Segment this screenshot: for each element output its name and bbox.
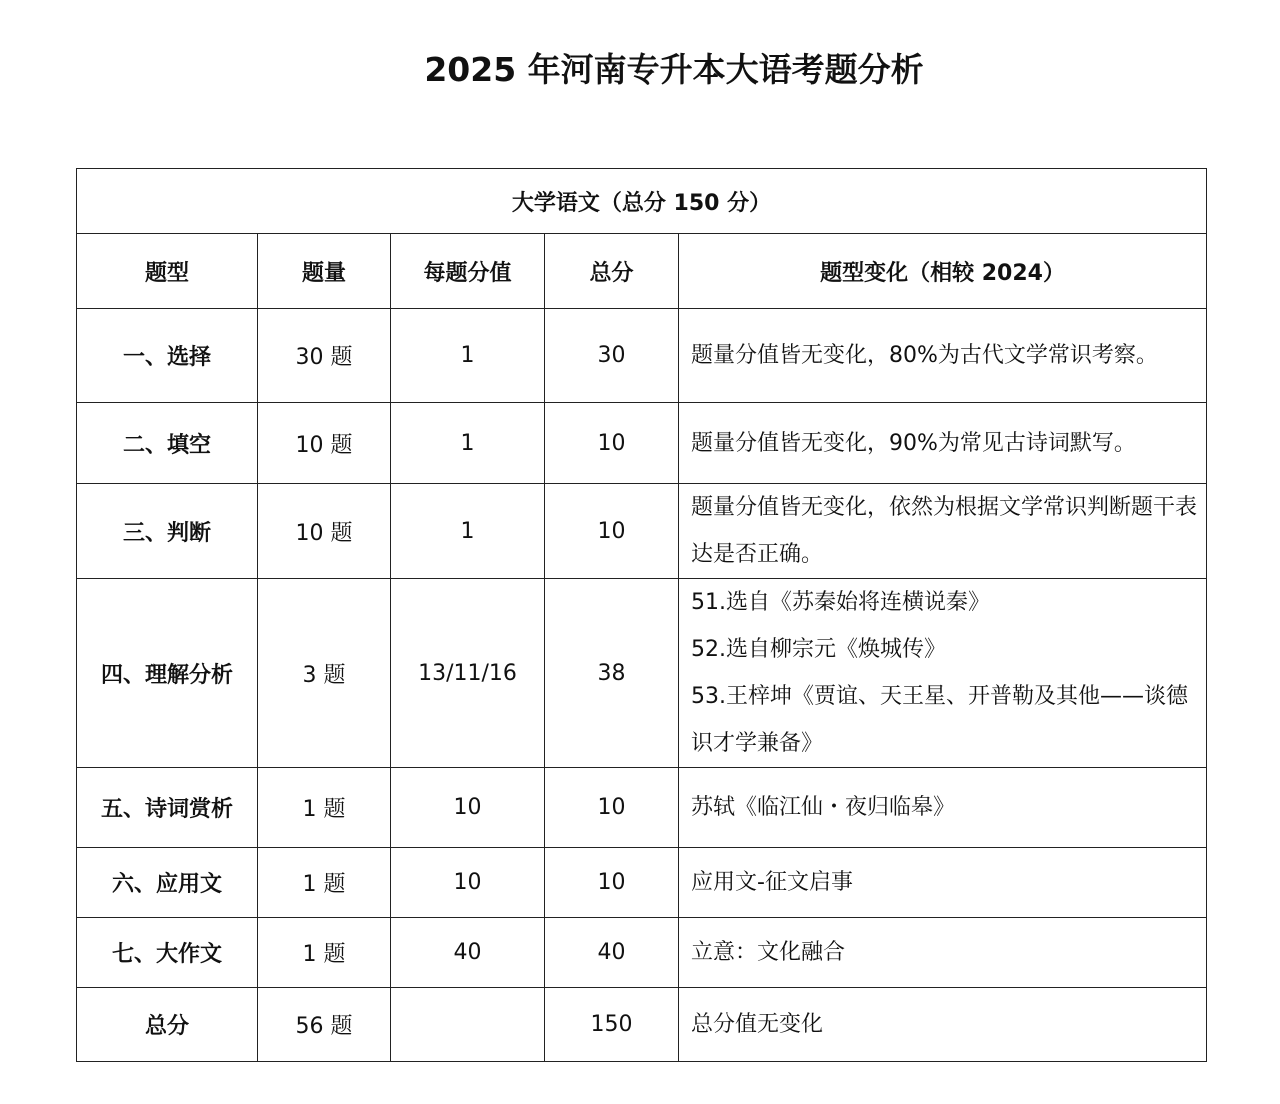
cell-type: 二、填空	[77, 403, 258, 484]
cell-per-score: 1	[391, 309, 545, 403]
cell-per-score: 1	[391, 403, 545, 484]
cell-change	[679, 403, 1207, 484]
cell-type: 四、理解分析	[77, 579, 258, 768]
cell-total: 38	[545, 579, 679, 768]
cell-total: 10	[545, 768, 679, 848]
cell-count: 1 题	[258, 848, 391, 918]
change-text: 52.选自柳宗元《焕城传》	[691, 637, 946, 662]
cell-total: 150	[545, 988, 679, 1062]
table-row	[77, 484, 1207, 579]
cell-per-score: 10	[391, 848, 545, 918]
cell-count: 3 题	[258, 579, 391, 768]
cell-per-score: 1	[391, 484, 545, 579]
header-per-score: 每题分值	[391, 234, 545, 309]
table-row	[77, 918, 1207, 988]
cell-total: 10	[545, 848, 679, 918]
header-count: 题量	[258, 234, 391, 309]
cell-total: 10	[545, 403, 679, 484]
cell-type: 六、应用文	[77, 848, 258, 918]
table-row	[77, 403, 1207, 484]
cell-change	[679, 988, 1207, 1062]
cell-change	[679, 484, 1207, 579]
cell-type: 总分	[77, 988, 258, 1062]
cell-type: 一、选择	[77, 309, 258, 403]
table-caption: 大学语文（总分 150 分）	[77, 169, 1207, 234]
cell-total: 30	[545, 309, 679, 403]
cell-per-score: 13/11/16	[391, 579, 545, 768]
cell-count: 10 题	[258, 484, 391, 579]
page-title: 2025 年河南专升本大语考题分析	[424, 50, 924, 89]
cell-count: 56 题	[258, 988, 391, 1062]
cell-change	[679, 309, 1207, 403]
change-text: 总分值无变化	[691, 1012, 824, 1037]
cell-change	[679, 579, 1207, 768]
change-text: 苏轼《临江仙・夜归临皋》	[691, 795, 956, 820]
cell-type: 七、大作文	[77, 918, 258, 988]
change-text: 应用文-征文启事	[691, 870, 853, 895]
cell-per-score	[391, 988, 545, 1062]
table-caption-row	[77, 169, 1207, 234]
change-text: 题量分值皆无变化，依然为根据文学常识判断题干表达是否正确。	[691, 495, 1198, 567]
cell-count: 1 题	[258, 768, 391, 848]
cell-total: 40	[545, 918, 679, 988]
change-text: 立意：文化融合	[691, 940, 846, 965]
cell-count: 1 题	[258, 918, 391, 988]
table-header-row	[77, 234, 1207, 309]
cell-type: 三、判断	[77, 484, 258, 579]
cell-count: 10 题	[258, 403, 391, 484]
cell-total: 10	[545, 484, 679, 579]
cell-change	[679, 768, 1207, 848]
change-text: 题量分值皆无变化，80%为古代文学常识考察。	[691, 343, 1158, 368]
cell-change	[679, 918, 1207, 988]
cell-count: 30 题	[258, 309, 391, 403]
cell-type: 五、诗词赏析	[77, 768, 258, 848]
header-total: 总分	[545, 234, 679, 309]
cell-per-score: 10	[391, 768, 545, 848]
table-row	[77, 309, 1207, 403]
exam-analysis-table	[76, 168, 1207, 1062]
table-row	[77, 579, 1207, 768]
cell-per-score: 40	[391, 918, 545, 988]
header-change: 题型变化（相较 2024）	[679, 234, 1207, 309]
table-row	[77, 768, 1207, 848]
header-type: 题型	[77, 234, 258, 309]
table-row	[77, 988, 1207, 1062]
table-row	[77, 848, 1207, 918]
change-text: 53.王梓坤《贾谊、天王星、开普勒及其他——谈德识才学兼备》	[691, 684, 1188, 756]
change-text: 题量分值皆无变化，90%为常见古诗词默写。	[691, 430, 1136, 456]
change-text: 51.选自《苏秦始将连横说秦》	[691, 590, 990, 615]
cell-change	[679, 848, 1207, 918]
